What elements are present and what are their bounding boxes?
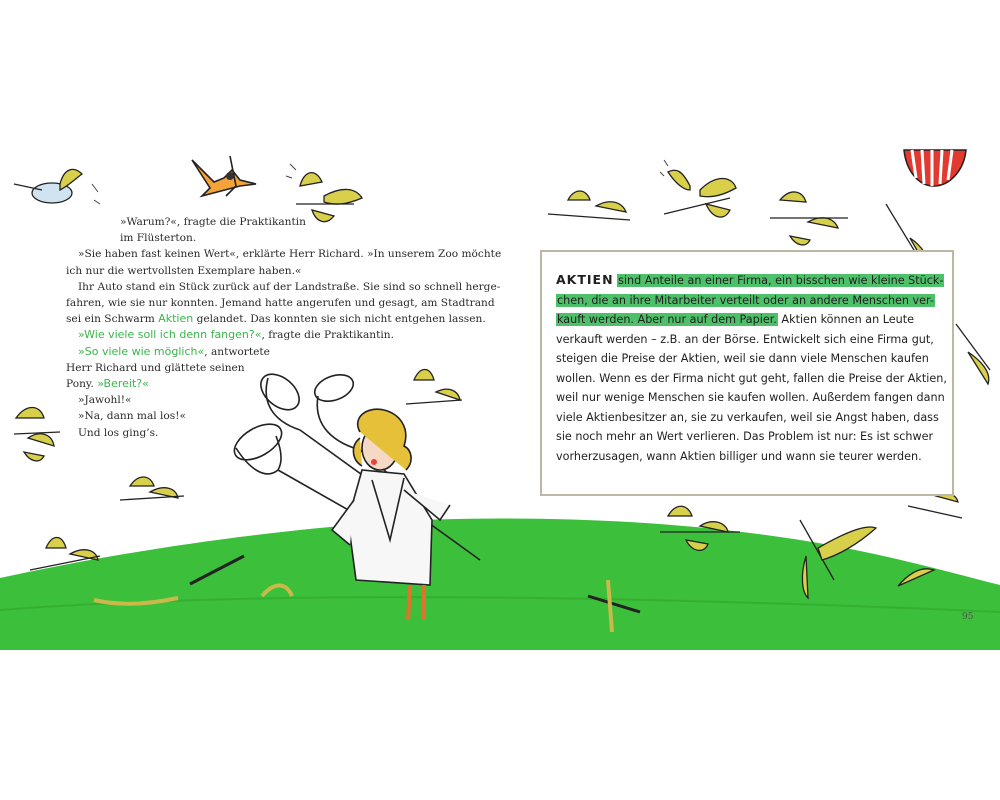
info-text-part: vorherzusagen, wann Aktien billiger und wann sie teurer werden. bbox=[556, 449, 922, 463]
info-line bbox=[556, 427, 948, 447]
dialogue-highlight: »Bereit?« bbox=[97, 377, 149, 391]
info-text-part: sie noch mehr an Wert verlieren. Das Problem ist nur: Es ist schwer bbox=[556, 430, 934, 443]
story-line bbox=[48, 344, 448, 360]
story-text-part: Ihr Auto stand ein Stück zurück auf der Landstraße. Sie sind so schnell herge- bbox=[78, 280, 501, 293]
story-line bbox=[48, 327, 448, 343]
story-text-part: »Na, dann mal los!« bbox=[78, 410, 186, 423]
info-line bbox=[556, 330, 948, 350]
info-line bbox=[556, 310, 948, 330]
story-line bbox=[48, 376, 448, 392]
story-text-part: »Jawohl!« bbox=[78, 394, 132, 407]
story-text-part: im Flüsterton. bbox=[120, 232, 197, 245]
dialogue-highlight: »So viele wie möglich« bbox=[78, 344, 205, 358]
info-line bbox=[556, 369, 948, 389]
story-text-part: »Sie haben fast keinen Wert«, erklärte Herr Richard. »In unserem Zoo möchte bbox=[78, 248, 502, 261]
story-line bbox=[48, 408, 448, 424]
info-text-part: viele Aktienbesitzer an, sie zu verkaufen, weil sie Angst haben, dass bbox=[556, 410, 939, 424]
highlighted-text: kauft werden. Aber nur auf dem Papier. bbox=[557, 313, 777, 326]
info-text-part: wollen. Wenn es der Firma nicht gut geht, fallen die Preise der Aktien, bbox=[556, 371, 947, 385]
story-text-part: fahren, wie sie nur konnten. Jemand hatte angerufen und gesagt, am Stadtrand bbox=[66, 297, 495, 310]
info-line bbox=[556, 270, 948, 291]
story-text-part: gelandet. Das konnten sie sich nicht entgehen lassen. bbox=[193, 313, 486, 326]
story-text-part: Pony. bbox=[66, 378, 98, 391]
info-line bbox=[556, 291, 948, 311]
story-text-part: sei ein Schwarm bbox=[66, 313, 159, 326]
info-line bbox=[556, 349, 948, 369]
info-line bbox=[556, 408, 948, 428]
story-line bbox=[48, 230, 448, 246]
info-line bbox=[556, 388, 948, 408]
story-line bbox=[48, 360, 448, 376]
story-line bbox=[48, 279, 501, 295]
story-text-part: , fragte die Praktikantin. bbox=[261, 329, 394, 342]
story-line bbox=[48, 425, 448, 441]
story-line bbox=[48, 246, 502, 262]
info-text-part: verkauft werden – z.B. an der Börse. Entwickelt sich eine Firma gut, bbox=[556, 332, 934, 346]
highlighted-text: sind Anteile an einer Firma, ein bisschen wie kleine Stück- bbox=[618, 274, 944, 287]
story-text-part: , antwortete bbox=[204, 345, 270, 358]
airplane-drawing bbox=[192, 156, 256, 196]
info-box-text bbox=[556, 270, 948, 466]
page-number: 95 bbox=[962, 612, 974, 622]
highlighted-text: chen, die an ihre Mitarbeiter verteilt oder an andere Menschen ver- bbox=[557, 293, 934, 307]
dialogue-highlight: »Wie viele soll ich denn fangen?« bbox=[78, 328, 262, 342]
term-aktien: AKTIEN bbox=[556, 272, 614, 287]
story-line bbox=[48, 214, 448, 230]
story-text-part: ich nur die wertvollsten Exemplare haben.« bbox=[66, 264, 302, 277]
story-text-part: Und los ging’s. bbox=[78, 426, 159, 439]
info-text-part: weil nur wenige Menschen sie kaufen wollen. Außerdem fangen dann bbox=[556, 391, 945, 404]
story-line bbox=[48, 263, 448, 279]
striped-ball bbox=[904, 150, 966, 186]
story-text-part: Herr Richard und glättete seinen bbox=[66, 361, 245, 374]
info-line bbox=[556, 447, 948, 467]
info-text-part: Aktien können an Leute bbox=[777, 313, 915, 326]
info-text-part: steigen die Preise der Aktien, weil sie dann viele Menschen kaufen bbox=[556, 352, 929, 365]
dialogue-highlight: Aktien bbox=[158, 312, 194, 326]
story-line bbox=[48, 392, 448, 408]
story-line bbox=[48, 311, 486, 327]
story-text bbox=[48, 214, 502, 441]
story-line bbox=[48, 295, 495, 311]
story-text-part: »Warum?«, fragte die Praktikantin bbox=[120, 216, 306, 228]
